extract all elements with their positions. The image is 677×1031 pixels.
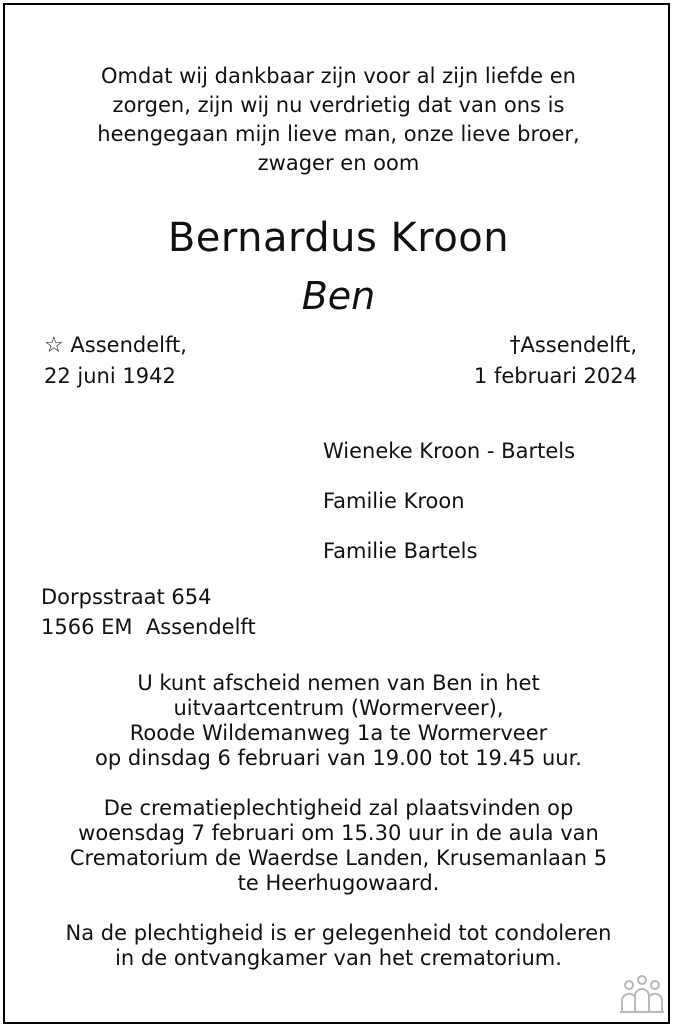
address-street: Dorpsstraat 654 — [41, 585, 212, 609]
death-place: Assendelft, — [520, 333, 637, 357]
family-list — [323, 436, 575, 586]
cremation-paragraph — [0, 796, 677, 896]
cremation-line: te Heerhugowaard. — [237, 871, 440, 895]
farewell-line: Roode Wildemanweg 1a te Wormerveer — [129, 721, 548, 745]
address-city: 1566 EM Assendelft — [41, 615, 256, 639]
birth-info — [44, 330, 187, 391]
death-info — [474, 330, 637, 391]
farewell-line: uitvaartcentrum (Wormerveer), — [173, 696, 504, 720]
cremation-line: woensdag 7 februari om 15.30 uur in de aula van — [78, 821, 599, 845]
cross-icon: † — [509, 333, 521, 358]
star-icon: ☆ — [44, 333, 64, 358]
cremation-line: Crematorium de Waerdse Landen, Krusemanlaan 5 — [69, 846, 608, 870]
people-group-icon — [618, 974, 666, 1014]
birth-date: 22 juni 1942 — [44, 364, 176, 388]
birth-place: Assendelft, — [70, 333, 187, 357]
cremation-line: De crematieplechtigheid zal plaatsvinden op — [103, 796, 574, 820]
family-member: Wieneke Kroon - Bartels — [323, 439, 576, 463]
deceased-nickname: Ben — [301, 274, 376, 318]
farewell-line: U kunt afscheid nemen van Ben in het — [137, 671, 540, 695]
intro-text — [0, 62, 677, 178]
intro-line: heengegaan mijn lieve man, onze lieve broer, — [97, 122, 580, 146]
farewell-line: op dinsdag 6 februari van 19.00 tot 19.45 uur. — [95, 746, 582, 770]
intro-line: zwager en oom — [257, 151, 420, 175]
condolence-paragraph — [0, 921, 677, 971]
farewell-paragraph — [0, 671, 677, 771]
intro-line: zorgen, zijn wij nu verdrietig dat van ons is — [112, 93, 565, 117]
condolence-line: Na de plechtigheid is er gelegenheid tot condoleren — [65, 921, 612, 945]
family-member: Familie Bartels — [323, 539, 478, 563]
family-member: Familie Kroon — [323, 489, 465, 513]
death-date: 1 februari 2024 — [473, 364, 637, 388]
mourning-address — [41, 582, 256, 642]
condolence-line: in de ontvangkamer van het crematorium. — [115, 946, 562, 970]
deceased-name: Bernardus Kroon — [167, 215, 510, 261]
intro-line: Omdat wij dankbaar zijn voor al zijn liefde en — [101, 64, 576, 88]
